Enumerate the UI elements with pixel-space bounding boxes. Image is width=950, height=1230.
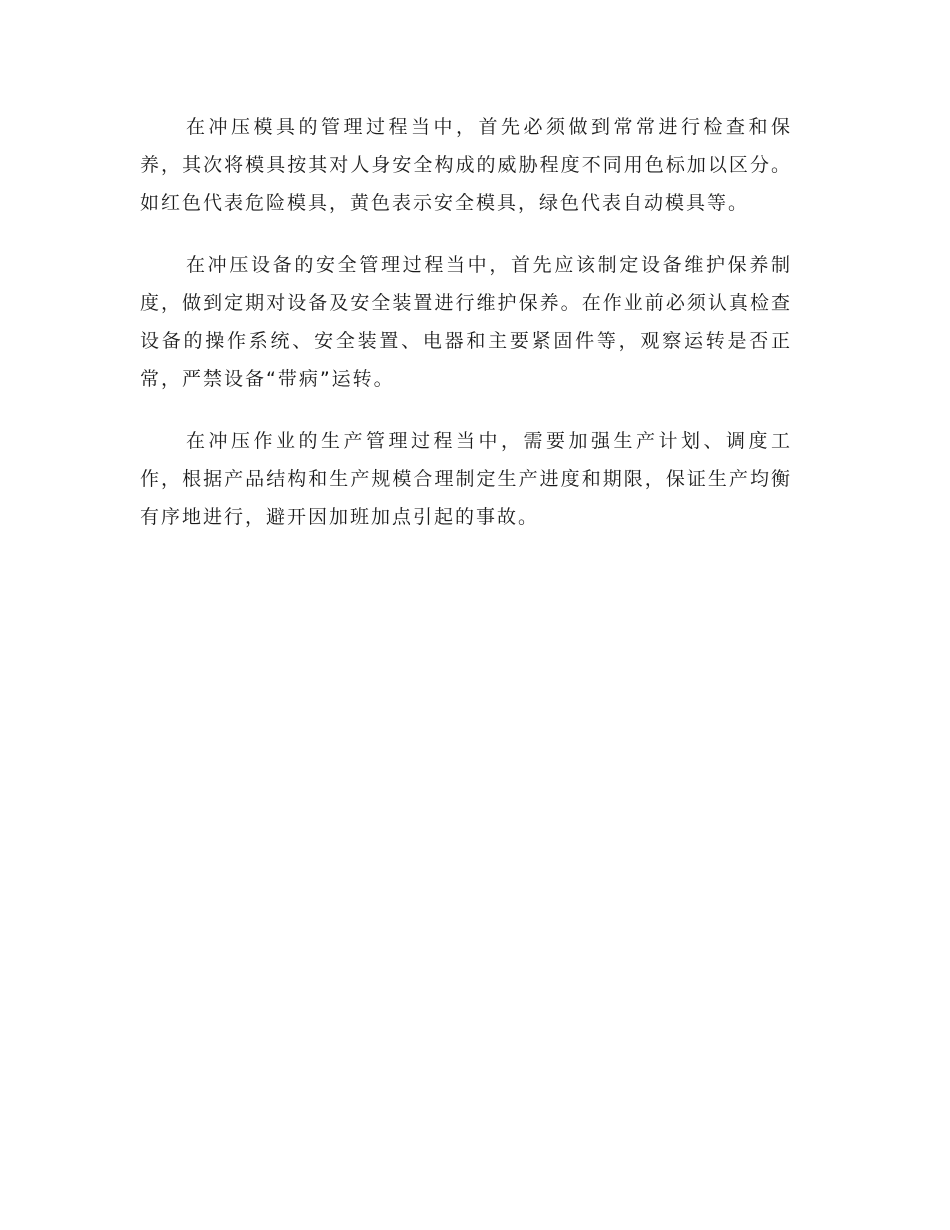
paragraph-equipment-safety: 在冲压设备的安全管理过程当中，首先应该制定设备维护保养制度，做到定期对设备及安全装置进行维护保养。在作业前必须认真检查设备的操作系统、安全装置、电器和主要紧固件等，观察运转是否正常，严禁设备“带病”运转。 [140,254,792,390]
paragraph-production-management: 在冲压作业的生产管理过程当中，需要加强生产计划、调度工作，根据产品结构和生产规模合理制定生产进度和期限，保证生产均衡有序地进行，避开因加班加点引起的事故。 [140,430,792,528]
document-body [140,108,792,560]
paragraph-mold-management: 在冲压模具的管理过程当中，首先必须做到常常进行检查和保养，其次将模具按其对人身安全构成的威胁程度不同用色标加以区分。如红色代表危险模具，黄色表示安全模具，绿色代表自动模具等。 [140,116,792,214]
